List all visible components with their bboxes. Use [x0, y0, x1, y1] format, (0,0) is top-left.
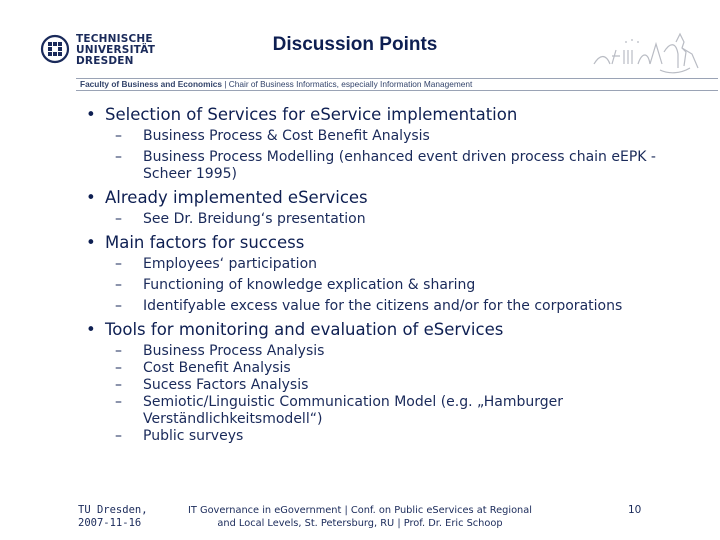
sub-bullet-text: Functioning of knowledge explication & sharing [143, 277, 476, 293]
bullet-item [86, 187, 706, 208]
dash-icon: – [115, 298, 122, 314]
sub-bullet-text: Semiotic/Linguistic Communication Model (e.g. „Hamburger Verständlichkeitsmodell“) [143, 394, 564, 427]
bullet-text: Main factors for success [105, 233, 305, 252]
footer-conference [170, 504, 550, 530]
tu-dresden-logo [40, 34, 200, 74]
page-number: 10 [628, 504, 642, 516]
sub-bullet-item [86, 394, 663, 428]
faculty-name: Faculty of Business and Economics [80, 79, 223, 89]
faculty-line [80, 79, 472, 89]
bullet-item [86, 104, 706, 125]
dash-icon: – [115, 277, 122, 293]
sub-bullet-item [86, 298, 663, 315]
sub-bullet-text: Business Process Modelling (enhanced event driven process chain eEPK - Scheer 1995) [143, 149, 656, 182]
dash-icon: – [115, 149, 122, 165]
sub-bullet-item [86, 149, 663, 183]
subheader-rule [76, 90, 718, 91]
bullet-text: Tools for monitoring and evaluation of eServices [105, 320, 504, 339]
sub-bullet-text: Business Process Analysis [143, 343, 325, 359]
sub-bullet-text: Identifyable excess value for the citizens and/or for the corporations [143, 298, 623, 314]
slide-title: Discussion Points [272, 34, 438, 55]
sub-bullet-list [86, 211, 706, 228]
sub-bullet-list [86, 128, 706, 183]
slide-body [86, 104, 706, 448]
bullet-text: Selection of Services for eService implementation [105, 105, 518, 124]
footer-institution: TU Dresden, [78, 504, 148, 516]
footer-date-block [78, 504, 148, 530]
sub-bullet-item [86, 428, 663, 445]
dash-icon: – [115, 360, 122, 376]
sub-bullet-item [86, 211, 663, 228]
bullet-icon: • [86, 105, 96, 124]
dash-icon: – [115, 128, 122, 144]
slide-footer [0, 500, 720, 540]
logo-wordmark [76, 34, 155, 67]
sub-bullet-list [86, 256, 706, 315]
sub-bullet-text: Employees‘ participation [143, 256, 318, 272]
logo-line: TECHNISCHE [76, 33, 153, 45]
sub-bullet-text: Business Process & Cost Benefit Analysis [143, 128, 430, 144]
footer-conference-line-2: and Local Levels, St. Petersburg, RU | Prof. Dr. Eric Schoop [217, 518, 503, 529]
footer-conference-line-1: IT Governance in eGovernment | Conf. on Public eServices at Regional [187, 505, 532, 516]
sub-bullet-item [86, 343, 663, 360]
sub-bullet-item [86, 377, 663, 394]
sub-bullet-text: Public surveys [143, 428, 244, 444]
bullet-icon: • [86, 188, 96, 207]
logo-line: DRESDEN [76, 55, 134, 67]
dash-icon: – [115, 428, 122, 444]
footer-date: 2007-11-16 [78, 517, 142, 529]
dash-icon: – [115, 256, 122, 272]
sub-bullet-item [86, 277, 663, 294]
sub-bullet-item [86, 360, 663, 377]
sub-bullet-text: See Dr. Breidung‘s presentation [143, 211, 366, 227]
sub-bullet-item [86, 128, 663, 145]
decorative-sketch-image [590, 30, 706, 80]
sub-bullet-text: Cost Benefit Analysis [143, 360, 291, 376]
bullet-text: Already implemented eServices [105, 188, 368, 207]
chair-name: | Chair of Business Informatics, especially Information Management [222, 79, 473, 89]
tu-dresden-emblem-icon [40, 34, 70, 64]
dash-icon: – [115, 377, 122, 393]
sub-bullet-item [86, 256, 663, 273]
sub-bullet-text: Sucess Factors Analysis [143, 377, 309, 393]
dash-icon: – [115, 394, 122, 410]
bullet-icon: • [86, 233, 96, 252]
dash-icon: – [115, 211, 122, 227]
bullet-item [86, 232, 706, 253]
dash-icon: – [115, 343, 122, 359]
bullet-item [86, 319, 706, 340]
bullet-icon: • [86, 320, 96, 339]
logo-line: UNIVERSITÄT [76, 44, 156, 56]
sub-bullet-list [86, 343, 706, 445]
